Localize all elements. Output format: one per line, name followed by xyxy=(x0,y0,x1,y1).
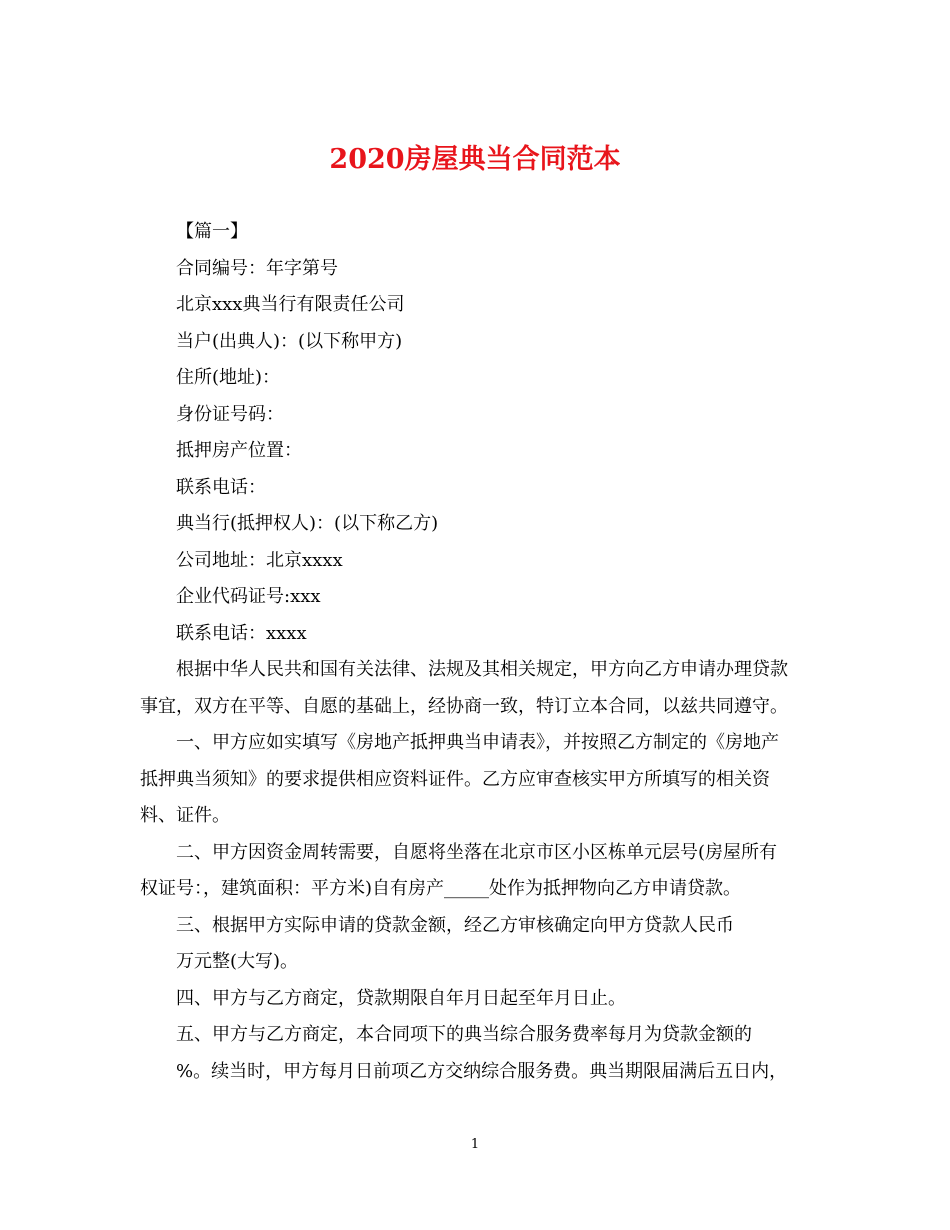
body-line: 事宜，双方在平等、自愿的基础上，经协商一致，特订立本合同，以兹共同遵守。 xyxy=(140,695,788,717)
body-line: 典当行(抵押权人)：(以下称乙方) xyxy=(176,513,439,534)
body-line: 一、甲方应如实填写《房地产抵押典当申请表》，并按照乙方制定的《房地产 xyxy=(176,732,779,753)
page-number: 1 xyxy=(470,1137,480,1152)
body-line: 万元整(大写)。 xyxy=(176,951,299,972)
document-body xyxy=(140,214,810,1090)
body-line: 抵押房产位置： xyxy=(176,440,302,461)
body-line: 【篇一】 xyxy=(176,221,248,242)
body-line: 联系电话：xxxx xyxy=(176,622,307,644)
body-line: 抵押典当须知》的要求提供相应资料证件。乙方应审查核实甲方所填写的相关资 xyxy=(140,768,770,790)
body-line: 身份证号码： xyxy=(176,403,284,425)
body-line: 住所(地址)： xyxy=(176,367,281,388)
body-line: 根据中华人民共和国有关法律、法规及其相关规定，甲方向乙方申请办理贷款 xyxy=(176,659,788,680)
body-line: 公司地址：北京xxxx xyxy=(176,549,343,571)
body-line: 二、甲方因资金周转需要，自愿将坐落在北京市区小区栋单元层号(房屋所有 xyxy=(176,841,778,863)
body-line: 五、甲方与乙方商定，本合同项下的典当综合服务费率每月为贷款金额的 xyxy=(176,1024,752,1045)
body-line: 当户(出典人)：(以下称甲方) xyxy=(176,330,403,352)
body-line: 料、证件。 xyxy=(140,805,230,826)
body-line: 四、甲方与乙方商定，贷款期限自年月日起至年月日止。 xyxy=(176,987,626,1009)
body-line: 北京xxx典当行有限责任公司 xyxy=(176,294,405,315)
body-line: 合同编号：年字第号 xyxy=(176,257,338,279)
body-line: 企业代码证号:xxx xyxy=(176,586,321,607)
body-line: 权证号：，建筑面积：平方米)自有房产_____处作为抵押物向乙方申请贷款。 xyxy=(140,878,742,899)
body-line: 联系电话： xyxy=(176,476,266,498)
body-line: 三、根据甲方实际申请的贷款金额，经乙方审核确定向甲方贷款人民币 xyxy=(176,914,734,936)
document-title: 2020房屋典当合同范本 xyxy=(329,144,621,175)
body-line: %。续当时，甲方每月日前项乙方交纳综合服务费。典当期限届满后五日内， xyxy=(176,1060,788,1082)
